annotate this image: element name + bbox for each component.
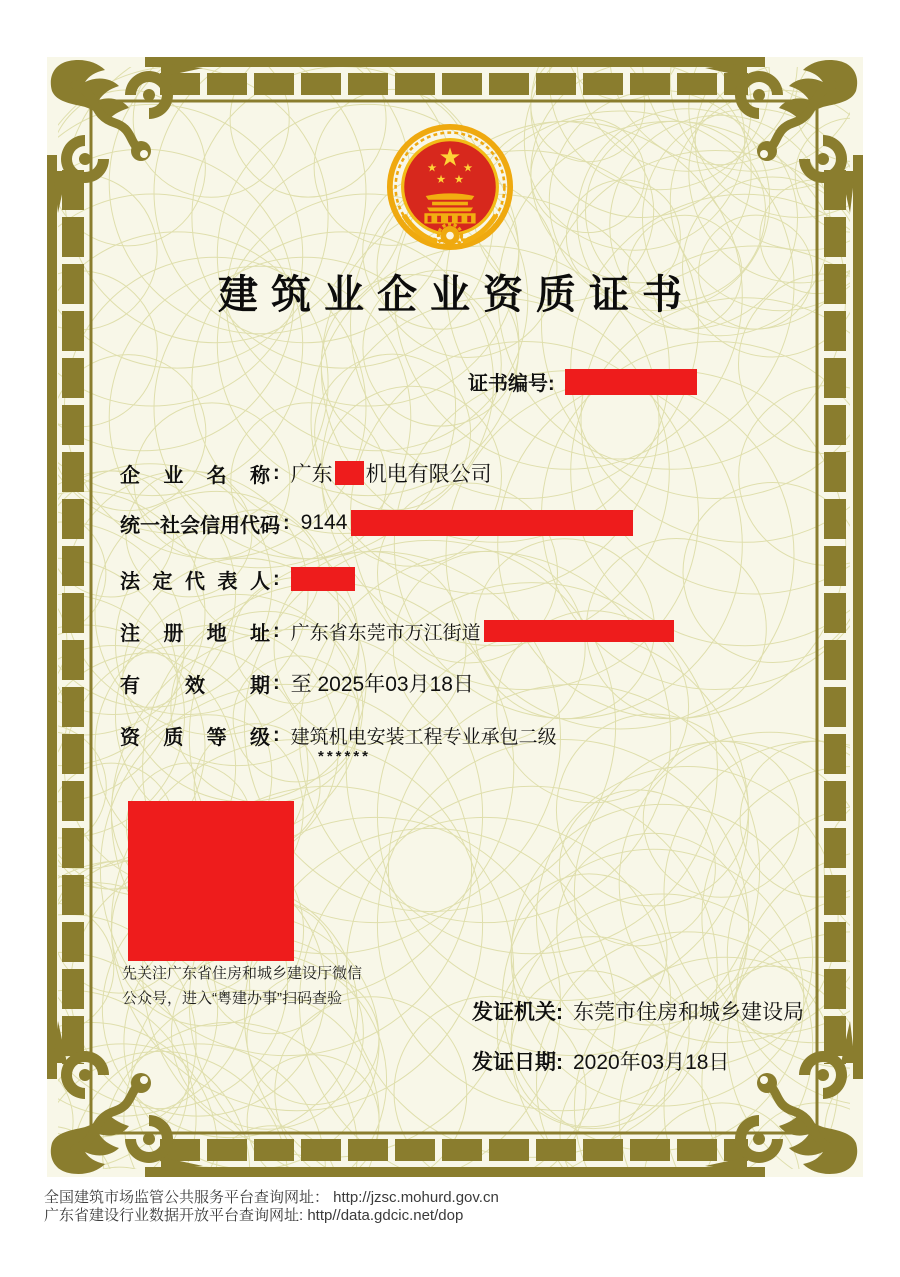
certificate-number-label: 证书编号: [468, 373, 555, 395]
issue-date-row [472, 1046, 729, 1076]
issuer-label: 发证机关: [472, 1001, 563, 1024]
qualification-grade-asterisks: ****** [318, 748, 372, 765]
qr-scan-note [122, 961, 362, 1011]
field-row-validity [120, 668, 474, 698]
field-label: 统 一 社 会 信 用 代 码 [120, 514, 280, 537]
credit-code-redaction [351, 510, 633, 536]
field-colon: : [273, 723, 280, 746]
field-label: 企 业 名 称 [120, 464, 270, 487]
field-label: 有 效 期 [120, 674, 270, 697]
address-redaction [484, 620, 674, 642]
qr-scan-note-line2: 公众号，进入“粤建办事”扫码查验 [122, 990, 342, 1007]
field-label: 法 定 代 表 人 [120, 570, 270, 593]
certificate-number-row [468, 367, 697, 396]
field-value [291, 458, 492, 488]
field-row-qualification-grade [120, 720, 557, 750]
issuer-value: 东莞市住房和城乡建设局 [573, 1001, 804, 1024]
field-row-legal-representative [120, 564, 355, 594]
address-prefix: 广东省东莞市万江街道 [290, 622, 481, 644]
field-row-registered-address [120, 616, 674, 646]
credit-code-prefix: 9144 [300, 511, 348, 534]
field-label: 注 册 地 址 [120, 622, 270, 645]
field-colon: : [273, 567, 280, 590]
issue-date-label: 发证日期: [472, 1051, 563, 1074]
field-row-company-name [120, 458, 492, 488]
issue-date-value: 2020年03月18日 [573, 1051, 730, 1074]
footer-guangdong-query-url: 广东省建设行业数据开放平台查询网址: http//data.gdcic.net/dop [44, 1207, 464, 1224]
page-title: 建筑业企业资质证书 [218, 273, 695, 317]
issuer-row [472, 996, 804, 1026]
qr-scan-note-line1: 先关注广东省住房和城乡建设厅微信 [122, 965, 363, 982]
company-name-prefix: 广东 [290, 463, 333, 486]
company-name-suffix: 机电有限公司 [365, 463, 492, 486]
field-value: 建筑机电安装工程专业承包二级 [290, 726, 557, 748]
field-value [291, 567, 355, 591]
field-colon: : [273, 671, 280, 694]
field-value [291, 618, 674, 645]
national-emblem-icon [386, 123, 514, 251]
footer-national-query-url: 全国建筑市场监管公共服务平台查询网址： http://jzsc.mohurd.gov.cn [44, 1189, 499, 1206]
field-colon: : [273, 619, 280, 642]
field-colon: : [273, 461, 280, 484]
field-colon: : [283, 511, 290, 534]
legal-representative-redaction [291, 567, 355, 591]
company-name-redaction [335, 461, 364, 485]
field-value [301, 510, 634, 536]
field-row-credit-code [120, 508, 633, 538]
qr-code-redaction [128, 801, 294, 961]
field-label: 资 质 等 级 [120, 726, 270, 749]
field-value: 至 2025年03月18日 [290, 673, 474, 696]
certificate-number-redaction [565, 369, 697, 395]
